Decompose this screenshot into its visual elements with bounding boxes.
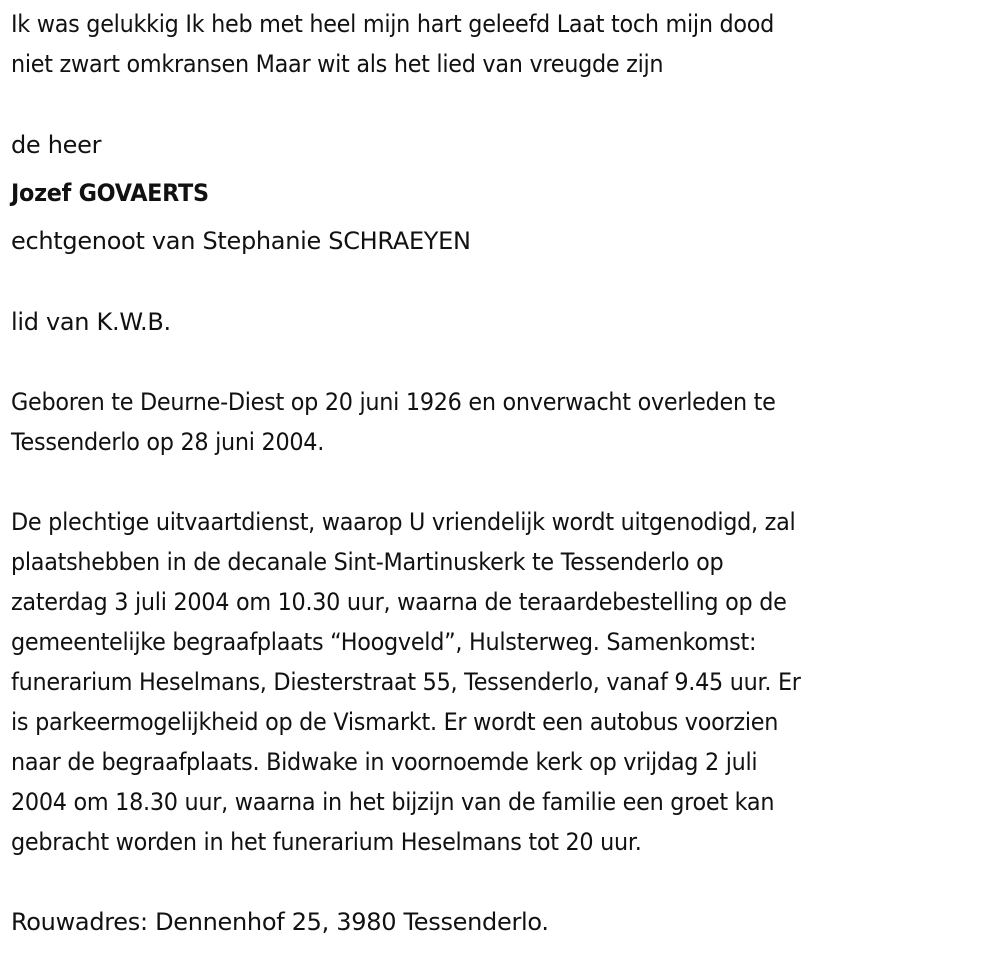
- poem-line-1: Ik was gelukkig Ik heb met heel mijn hart geleefd Laat toch mijn dood: [11, 10, 775, 38]
- funeral-line-6: is parkeermogelijkheid op de Vismarkt. Er wordt een autobus voorzien: [11, 708, 779, 736]
- funeral-line-7: naar de begraafplaats. Bidwake in voornoemde kerk op vrijdag 2 juli: [11, 748, 758, 776]
- spouse-line: echtgenoot van Stephanie SCHRAEYEN: [11, 227, 471, 255]
- funeral-line-4: gemeentelijke begraafplaats “Hoogveld”, Hulsterweg. Samenkomst:: [11, 628, 757, 656]
- funeral-line-2: plaatshebben in de decanale Sint-Martinuskerk te Tessenderlo op: [11, 548, 724, 576]
- funeral-line-5: funerarium Heselmans, Diesterstraat 55, Tessenderlo, vanaf 9.45 uur. Er: [11, 668, 801, 696]
- funeral-line-1: De plechtige uitvaartdienst, waarop U vriendelijk wordt uitgenodigd, zal: [11, 508, 796, 536]
- funeral-line-3: zaterdag 3 juli 2004 om 10.30 uur, waarna de teraardebestelling op de: [11, 588, 787, 616]
- address-line: Rouwadres: Dennenhof 25, 3980 Tessenderlo.: [11, 908, 549, 936]
- birth-death-line-2: Tessenderlo op 28 juni 2004.: [11, 428, 325, 456]
- deceased-title: de heer: [11, 131, 102, 159]
- funeral-line-9: gebracht worden in het funerarium Heselmans tot 20 uur.: [11, 828, 642, 856]
- deceased-name: Jozef GOVAERTS: [11, 179, 209, 207]
- birth-death-line-1: Geboren te Deurne-Diest op 20 juni 1926 en onverwacht overleden te: [11, 388, 776, 416]
- funeral-line-8: 2004 om 18.30 uur, waarna in het bijzijn van de familie een groet kan: [11, 788, 775, 816]
- membership-line: lid van K.W.B.: [11, 308, 171, 336]
- poem-line-2: niet zwart omkransen Maar wit als het lied van vreugde zijn: [11, 50, 664, 78]
